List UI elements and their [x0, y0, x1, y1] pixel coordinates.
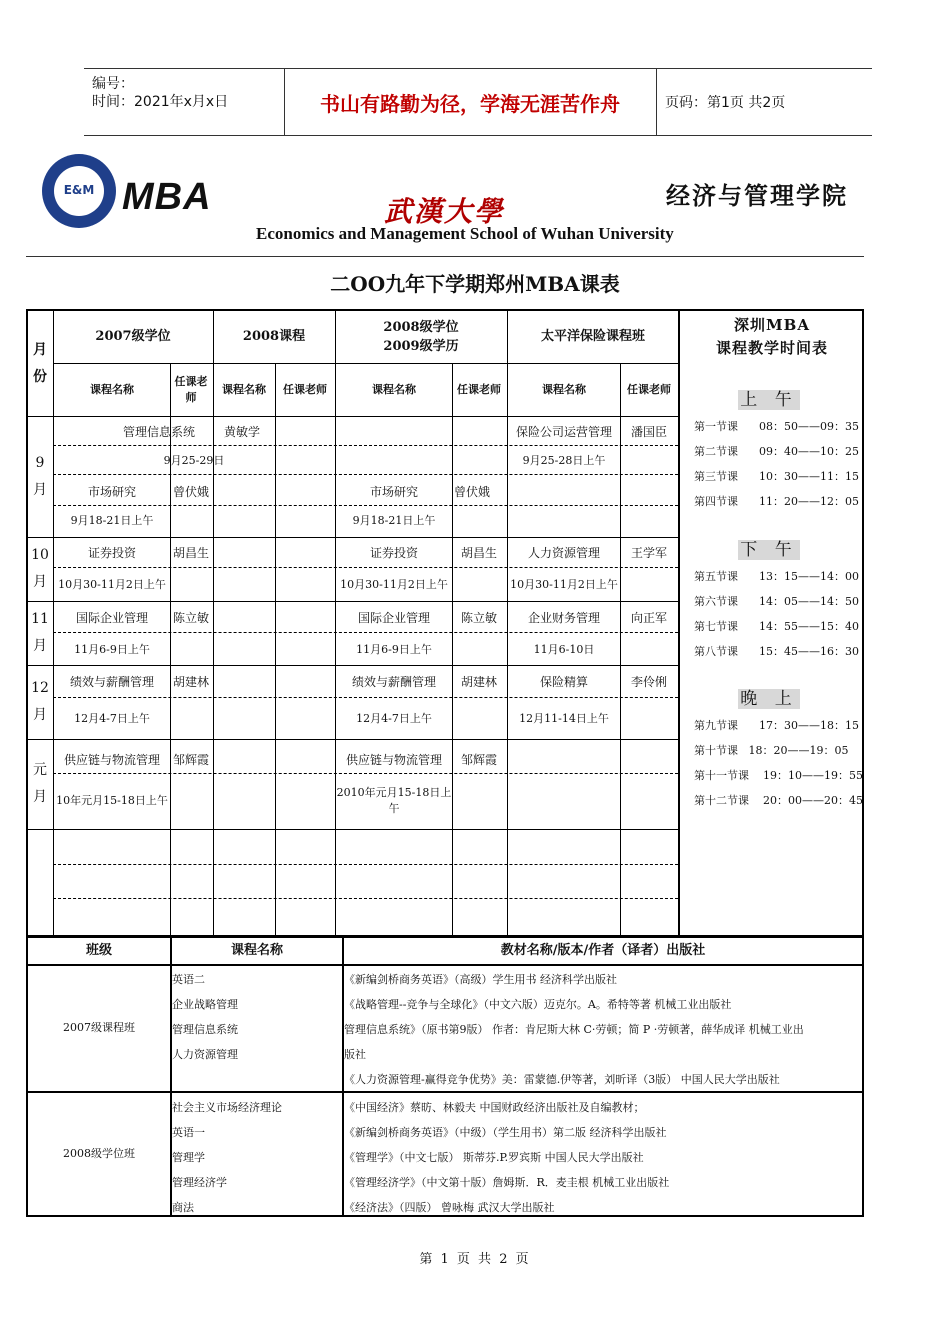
school-logo — [42, 154, 116, 228]
grid-line — [53, 567, 678, 568]
period-row: 第九节课 17：30——18：15 — [694, 719, 859, 732]
page-label: 页码：第1页 共2页 — [665, 95, 786, 111]
university-calligraphy: 武漢大學 — [384, 195, 505, 228]
tb-header-class: 班级 — [85, 943, 112, 959]
teacher-sep-3b: 曾伏娥 — [453, 485, 490, 499]
date-oct-3: 10月30-11月2日上午 — [340, 577, 448, 591]
teacher-dec-3: 胡建林 — [460, 675, 497, 689]
month-jan: 元 月 — [33, 762, 47, 805]
school-name-cn: 经济与管理学院 — [666, 181, 848, 210]
grid-line — [53, 505, 678, 506]
col-teacher: 任课老师 — [627, 382, 671, 396]
tb-course: 社会主义市场经济理论 — [172, 1101, 282, 1114]
col-teacher: 任课老 师 — [174, 374, 208, 404]
grid-line — [53, 445, 678, 446]
tb-course: 英语一 — [172, 1126, 205, 1139]
tb-class-2008: 2008级学位班 — [63, 1146, 135, 1160]
col-course: 课程名称 — [372, 382, 416, 396]
teacher-sep-1: 黄敏学 — [223, 425, 260, 439]
teacher-oct-4: 王学军 — [630, 546, 667, 560]
teacher-nov-1: 陈立敏 — [172, 611, 209, 625]
time-label: 时间：2021年x月x日 — [92, 94, 229, 110]
tb-book: 《中国经济》蔡昉、林毅夫 中国财政经济出版社及自编教材； — [344, 1101, 645, 1114]
teacher-sep-4: 潘国臣 — [630, 425, 667, 439]
afternoon-label: 下 午 — [738, 540, 800, 560]
period-row: 第十节课 18：20——19：05 — [694, 744, 849, 757]
date-oct-4: 10月30-11月2日上午 — [510, 577, 618, 591]
teacher-sep-1b: 曾伏娥 — [172, 485, 209, 499]
teacher-nov-3: 陈立敏 — [460, 611, 497, 625]
period-row: 第四节课 11：20——12：05 — [694, 495, 859, 508]
grid-line — [27, 537, 678, 538]
date-dec-4: 12月11-14日上午 — [519, 711, 609, 725]
grid-line — [53, 697, 678, 698]
course-jan-3: 供应链与物流管理 — [345, 753, 442, 767]
col-teacher: 任课老师 — [283, 382, 327, 396]
tb-course: 人力资源管理 — [172, 1048, 238, 1061]
tb-course: 管理经济学 — [172, 1176, 227, 1189]
group-2008-course: 2008课程 — [242, 329, 306, 345]
school-logo-inner — [54, 166, 104, 216]
tb-book: 《经济法》（四版） 曾咏梅 武汉大学出版社 — [344, 1201, 555, 1214]
col-course: 课程名称 — [542, 382, 586, 396]
page-footer: 第 1 页 共 2 页 — [419, 1252, 531, 1267]
period-row: 第十二节课 20：00——20：45 — [694, 794, 863, 807]
date-nov-1: 11月6-9日上午 — [74, 642, 150, 656]
date-sep-3b: 9月18-21日上午 — [352, 513, 436, 527]
tb-class-2007: 2007级课程班 — [63, 1020, 135, 1034]
grid-line — [53, 632, 678, 633]
tb-book: 《管理经济学》（中文第十版）詹姆斯．R．麦圭根 机械工业出版社 — [344, 1176, 670, 1189]
date-sep-1b: 9月18-21日上午 — [70, 513, 154, 527]
grid-line — [27, 665, 678, 666]
course-nov-3: 国际企业管理 — [357, 611, 430, 625]
period-row: 第七节课 14：55——15：40 — [694, 620, 859, 633]
tb-book: 管理信息系统》（原书第9版） 作者：肯尼斯大林 C·劳顿；简 P ·劳顿著，薛华成译 机械工业出 — [344, 1023, 804, 1036]
course-nov-4: 企业财务管理 — [527, 611, 600, 625]
course-nov-1: 国际企业管理 — [75, 611, 148, 625]
group-pacific: 太平洋保险课程班 — [540, 329, 645, 345]
grid-line — [620, 363, 621, 935]
teacher-oct-1: 胡昌生 — [172, 546, 209, 560]
number-label: 编号： — [92, 76, 134, 92]
date-dec-1: 12月4-7日上午 — [74, 711, 150, 725]
period-row: 第八节课 15：45——16：30 — [694, 645, 859, 658]
grid-line — [53, 474, 678, 475]
month-sep: 9 月 — [33, 455, 47, 498]
tb-book: 《管理学》（中文七版） 斯蒂芬.P.罗宾斯 中国人民大学出版社 — [344, 1151, 644, 1164]
group-2007: 2007级学位 — [95, 329, 171, 345]
tb-course: 企业战略管理 — [172, 998, 238, 1011]
tb-course: 英语二 — [172, 973, 205, 986]
course-sep-3b: 市场研究 — [369, 485, 418, 499]
grid-line — [27, 416, 678, 417]
course-jan-1: 供应链与物流管理 — [63, 753, 160, 767]
col-course: 课程名称 — [90, 382, 134, 396]
tb-book: 版社 — [344, 1048, 366, 1061]
motto: 书山有路勤为径，学海无涯苦作舟 — [284, 69, 657, 135]
course-oct-4: 人力资源管理 — [527, 546, 600, 560]
grid-line — [53, 898, 678, 899]
page-title: 二OO九年下学期郑州MBA课表 — [330, 272, 620, 296]
school-logo-text: E&M — [63, 183, 95, 197]
course-oct-1: 证券投资 — [87, 546, 136, 560]
course-sep-4: 保险公司运营管理 — [515, 425, 612, 439]
header-divider — [26, 256, 864, 257]
date-jan-1: 10年元月15-18日上午 — [56, 793, 168, 807]
date-nov-4: 11月6-10日 — [533, 642, 595, 656]
tb-book: 《战略管理--竞争与全球化》（中文六版）迈克尔。A。希特等著 机械工业出版社 — [344, 998, 732, 1011]
tb-book: 《人力资源管理-赢得竞争优势》美：雷蒙德.伊等著，刘昕译（3版） 中国人民大学出版社 — [344, 1073, 780, 1086]
course-dec-3: 绩效与薪酬管理 — [351, 675, 436, 689]
grid-line — [27, 829, 678, 830]
month-oct: 10 月 — [31, 547, 49, 590]
tb-book: 《新编剑桥商务英语》（中级）（学生用书）第二版 经济科学出版社 — [344, 1126, 667, 1139]
header-meta — [84, 69, 285, 135]
month-header: 月份 — [33, 341, 47, 385]
evening-label: 晚 上 — [738, 689, 800, 709]
month-nov: 11 月 — [31, 611, 49, 654]
grid-line — [678, 309, 680, 935]
document-header — [84, 68, 872, 136]
period-row: 第十一节课 19：10——19：55 — [694, 769, 863, 782]
grid-line — [27, 601, 678, 602]
grid-line — [27, 739, 678, 740]
period-row: 第二节课 09：40——10：25 — [694, 445, 859, 458]
period-row: 第三节课 10：30——11：15 — [694, 470, 859, 483]
course-sep-1b: 市场研究 — [87, 485, 136, 499]
teacher-dec-1: 胡建林 — [172, 675, 209, 689]
course-oct-3: 证券投资 — [369, 546, 418, 560]
mba-logo: MBA — [122, 176, 212, 218]
course-dec-4: 保险精算 — [539, 675, 588, 689]
teacher-jan-1: 邹辉霞 — [172, 753, 209, 767]
period-row: 第六节课 14：05——14：50 — [694, 595, 859, 608]
col-course: 课程名称 — [222, 382, 266, 396]
date-jan-3: 2010年元月15-18日上 午 — [336, 785, 452, 815]
date-oct-1: 10月30-11月2日上午 — [58, 577, 166, 591]
date-sep-4: 9月25-28日上午 — [522, 453, 606, 467]
grid-line — [452, 363, 453, 935]
date-sep-1: 9月25-29日 — [163, 453, 225, 467]
teacher-dec-4: 李伶俐 — [630, 675, 667, 689]
timetable-title: 深圳MBA 课程教学时间表 — [715, 316, 828, 357]
course-dec-1: 绩效与薪酬管理 — [69, 675, 154, 689]
tb-book: 《新编剑桥商务英语》（高级）学生用书 经济科学出版社 — [344, 973, 617, 986]
grid-line — [53, 864, 678, 865]
period-row: 第一节课 08：50——09：35 — [694, 420, 859, 433]
date-nov-3: 11月6-9日上午 — [356, 642, 432, 656]
teacher-nov-4: 向正军 — [630, 611, 667, 625]
school-name-en: Economics and Management School of Wuhan University — [256, 224, 674, 243]
group-2008-2009: 2008级学位 2009级学历 — [383, 319, 459, 354]
teacher-jan-3: 邹辉霞 — [460, 753, 497, 767]
tb-course: 管理学 — [172, 1151, 205, 1164]
grid-line — [53, 773, 678, 774]
morning-label: 上 午 — [738, 390, 800, 410]
course-sep-1: 管理信息系统 — [122, 425, 195, 439]
month-dec: 12 月 — [31, 680, 49, 723]
col-teacher: 任课老师 — [457, 382, 501, 396]
tb-header-course: 课程名称 — [230, 943, 283, 959]
period-row: 第五节课 13：15——14：00 — [694, 570, 859, 583]
tb-header-books: 教材名称/版本/作者（译者）出版社 — [500, 943, 706, 959]
teacher-oct-3: 胡昌生 — [460, 546, 497, 560]
tb-course: 管理信息系统 — [172, 1023, 238, 1036]
date-dec-3: 12月4-7日上午 — [356, 711, 432, 725]
tb-course: 商法 — [172, 1201, 194, 1214]
